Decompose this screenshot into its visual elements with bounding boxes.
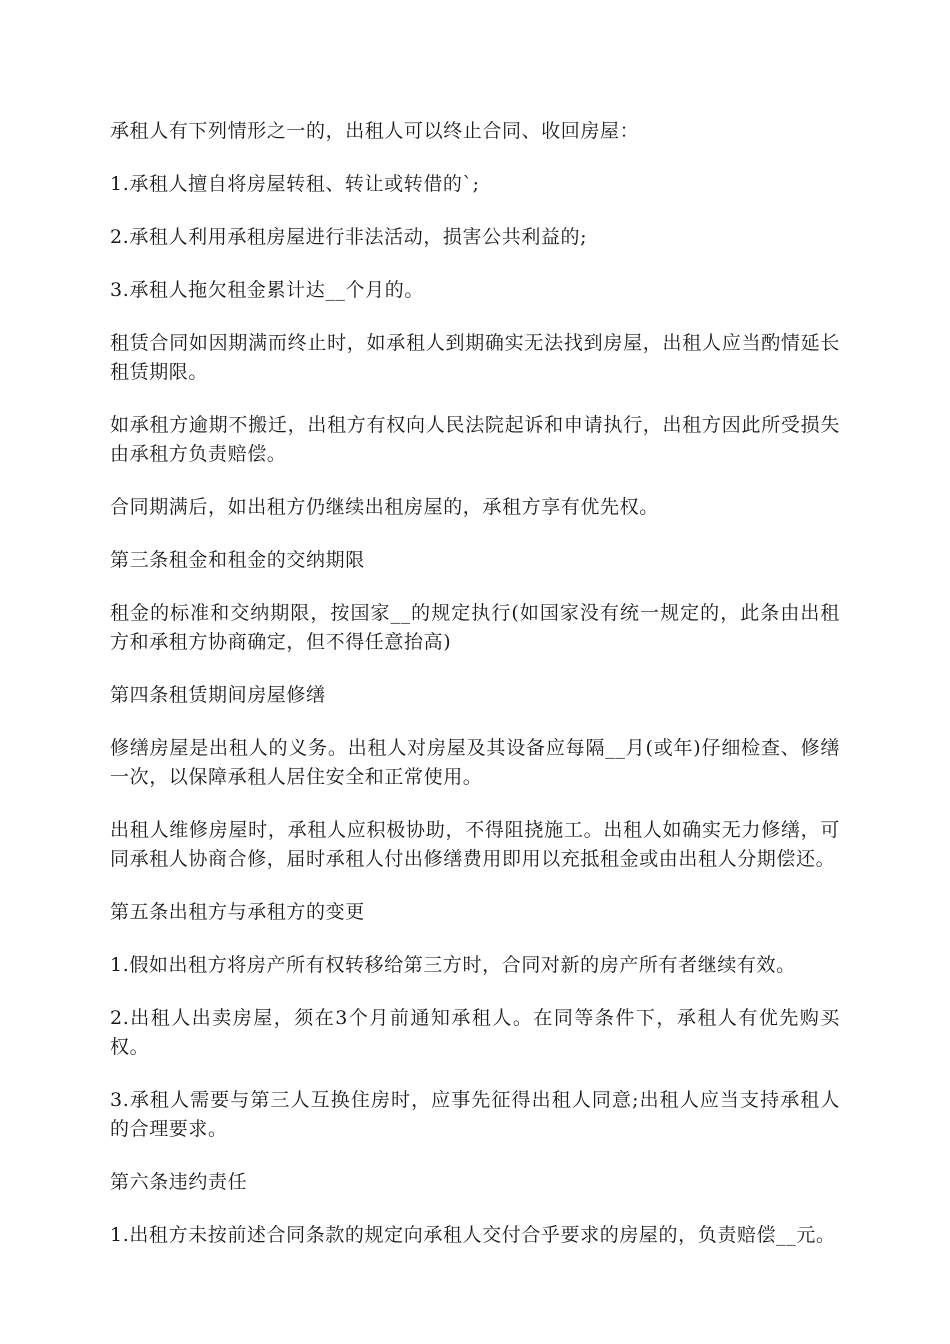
paragraph-priority-right: 合同期满后，如出租方仍继续出租房屋的，承租方享有优先权。: [110, 496, 659, 518]
paragraph-repair-duty: 修缮房屋是出租人的义务。出租人对房屋及其设备应每隔__月(或年)仔细检查、修缮一次，以保障承租人居住安全和正常使用。: [110, 737, 840, 788]
paragraph-overdue-vacate: 如承租方逾期不搬迁，出租方有权向人民法院起诉和申请执行，出租方因此所受损失由承租方负责赔偿。: [110, 414, 840, 465]
document-body: [110, 117, 840, 1274]
paragraph-housing-exchange: 3.承租人需要与第三人互换住房时，应事先征得出租人同意;出租人应当支持承租人的合理要求。: [110, 1089, 840, 1140]
paragraph-sale-notice: 2.出租人出卖房屋，须在3个月前通知承租人。在同等条件下，承租人有优先购买权。: [110, 1007, 840, 1058]
section-heading-article-5: 第五条出租方与承租方的变更: [110, 901, 365, 923]
paragraph-termination-intro: 承租人有下列情形之一的，出租人可以终止合同、收回房屋：: [110, 120, 640, 142]
paragraph-rent-standard: 租金的标准和交纳期限，按国家__的规定执行(如国家没有统一规定的，此条由出租方和承租方协商确定，但不得任意抬高): [110, 602, 840, 653]
section-heading-article-4: 第四条租赁期间房屋修缮: [110, 684, 326, 706]
section-heading-article-6: 第六条违约责任: [110, 1171, 248, 1193]
paragraph-ownership-transfer: 1.假如出租方将房产所有权转移给第三方时，合同对新的房产所有者继续有效。: [110, 954, 796, 976]
paragraph-item-sublet: 1.承租人擅自将房屋转租、转让或转借的`;: [110, 173, 480, 195]
paragraph-item-illegal-use: 2.承租人利用承租房屋进行非法活动，损害公共利益的;: [110, 226, 588, 248]
paragraph-breach-compensation: 1.出租方未按前述合同条款的规定向承租人交付合乎要求的房屋的，负责赔偿__元。: [110, 1224, 836, 1246]
section-heading-article-3: 第三条租金和租金的交纳期限: [110, 549, 365, 571]
paragraph-item-rent-arrears: 3.承租人拖欠租金累计达__个月的。: [110, 279, 424, 301]
paragraph-lease-extension: 租赁合同如因期满而终止时，如承租人到期确实无法找到房屋，出租人应当酌情延长租赁期限。: [110, 332, 840, 383]
paragraph-repair-cooperation: 出租人维修房屋时，承租人应积极协助，不得阻挠施工。出租人如确实无力修缮，可同承租人协商合修，届时承租人付出修缮费用即用以充抵租金或由出租人分期偿还。: [110, 819, 840, 870]
